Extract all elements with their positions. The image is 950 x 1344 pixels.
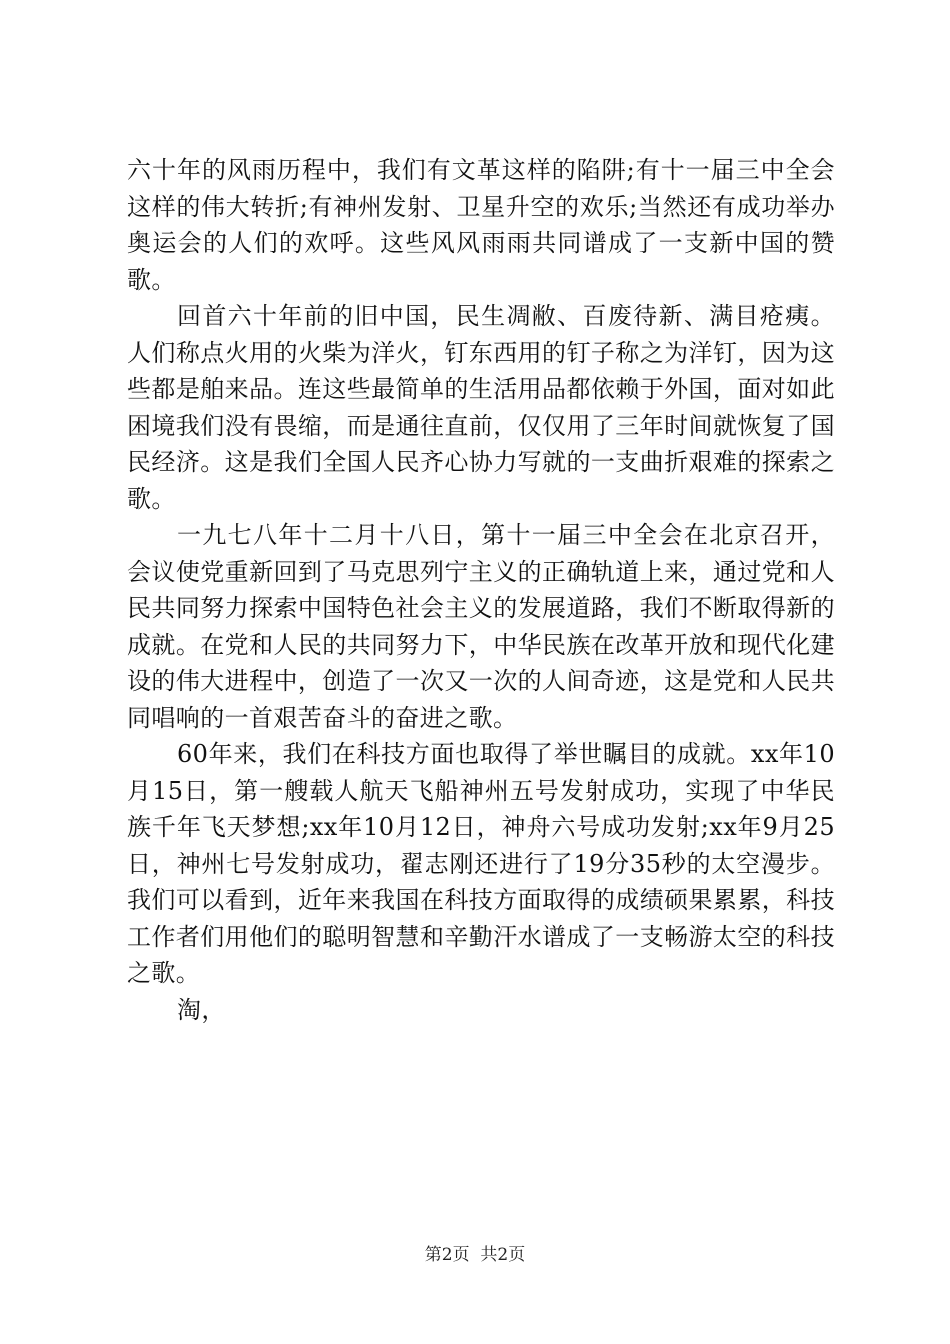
paragraph-space-technology: 60年来，我们在科技方面也取得了举世瞩目的成就。xx年10月15日，第一艘载人航天飞船神州五号发射成功，实现了中华民族千年飞天梦想;xx年10月12日，神舟六号成功发射;xx年9月25日，神州七号发射成功，翟志刚还进行了19分35秒的太空漫步。我们可以看到，近年来我国在科技方面取得的成绩硕果累累，科技工作者们用他们的聪明智慧和辛勤汗水谱成了一支畅游太空的科技之歌。 — [127, 740, 835, 987]
document-body — [127, 152, 835, 1028]
page-footer — [0, 1243, 950, 1267]
paragraph-third-plenum: 一九七八年十二月十八日，第十一届三中全会在北京召开，会议使党重新回到了马克思列宁主义的正确轨道上来，通过党和人民共同努力探索中国特色社会主义的发展道路，我们不断取得新的成就。在党和人民的共同努力下，中华民族在改革开放和现代化建设的伟大进程中，创造了一次又一次的人间奇迹，这是党和人民共同唱响的一首艰苦奋斗的奋进之歌。 — [127, 521, 835, 732]
paragraph-continuation: 六十年的风雨历程中，我们有文革这样的陷阱;有十一届三中全会这样的伟大转折;有神州发射、卫星升空的欢乐;当然还有成功举办奥运会的人们的欢呼。这些风风雨雨共同谱成了一支新中国的赞歌。 — [127, 156, 835, 294]
paragraph-old-china: 回首六十年前的旧中国，民生凋敝、百废待新、满目疮痍。人们称点火用的火柴为洋火，钉东西用的钉子称之为洋钉，因为这些都是舶来品。连这些最简单的生活用品都依赖于外国，面对如此困境我们没有畏缩，而是通往直前，仅仅用了三年时间就恢复了国民经济。这是我们全国人民齐心协力写就的一支曲折艰难的探索之歌。 — [127, 302, 835, 513]
paragraph-fragment: 淘， — [177, 995, 226, 1024]
page-number-label: 第2页 共2页 — [424, 1245, 526, 1265]
